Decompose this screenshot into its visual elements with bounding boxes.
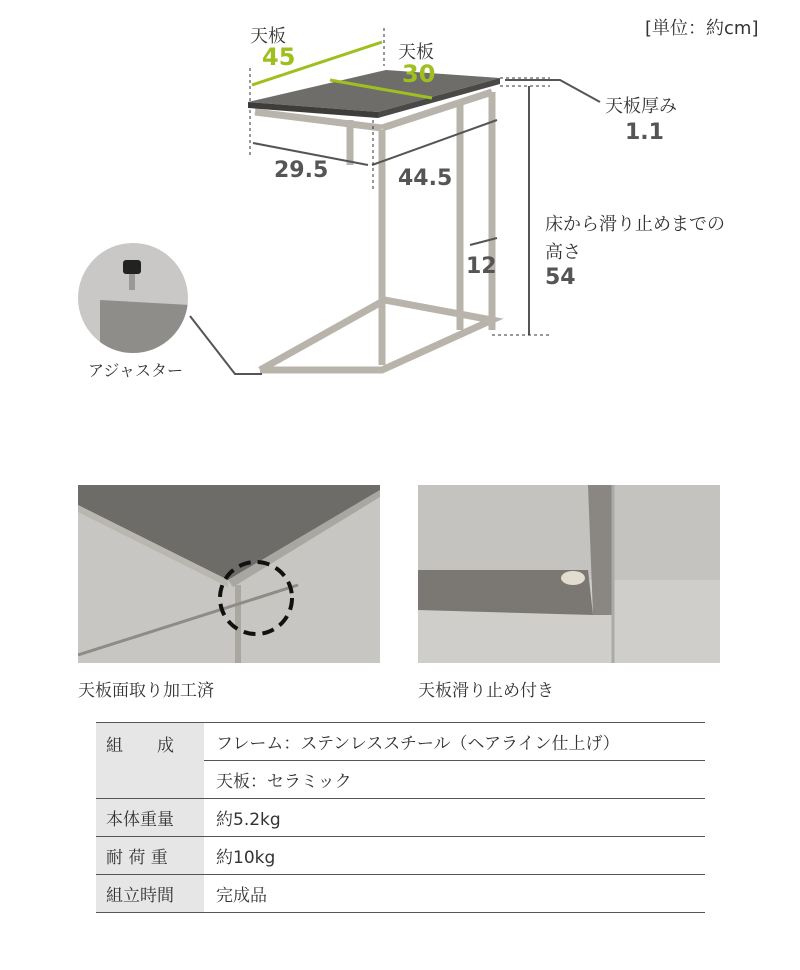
base-height-value: 12: [466, 254, 497, 279]
photo-anti-slip: [418, 485, 720, 663]
top-thickness-label: 天板厚み: [605, 96, 677, 117]
spec-label: 本体重量: [96, 799, 204, 837]
top-width-label: 天板: [250, 26, 286, 47]
photo-caption: 天板滑り止め付き: [418, 681, 554, 701]
spec-value: 天板：セラミック: [204, 761, 705, 799]
frame-width-value: 44.5: [398, 166, 453, 191]
spec-table: [96, 722, 705, 913]
top-thickness-value: 1.1: [625, 120, 664, 145]
height-value: 54: [545, 265, 576, 290]
top-depth-label: 天板: [398, 42, 434, 63]
top-depth-value: 30: [402, 60, 436, 88]
height-label-line2: 高さ: [545, 242, 581, 263]
photo-chamfered-top: [78, 485, 380, 663]
spec-value: フレーム：ステンレススチール（ヘアライン仕上げ）: [204, 723, 705, 761]
frame-depth-value: 29.5: [274, 158, 329, 183]
adjuster-label: アジャスター: [88, 361, 184, 380]
top-width-value: 45: [262, 43, 296, 71]
height-label-line1: 床から滑り止めまでの: [545, 214, 725, 235]
spec-label: 耐 荷 重: [96, 837, 204, 875]
photo-caption: 天板面取り加工済: [78, 681, 214, 701]
spec-value: 約5.2kg: [204, 799, 705, 837]
unit-label: [単位：約cm]: [645, 18, 759, 39]
spec-label: 組 成: [96, 723, 204, 799]
spec-value: 完成品: [204, 875, 705, 913]
spec-value: 約10kg: [204, 837, 705, 875]
spec-label: 組立時間: [96, 875, 204, 913]
anti-slip-pad: [561, 571, 585, 585]
adjuster-inset: [78, 243, 190, 353]
